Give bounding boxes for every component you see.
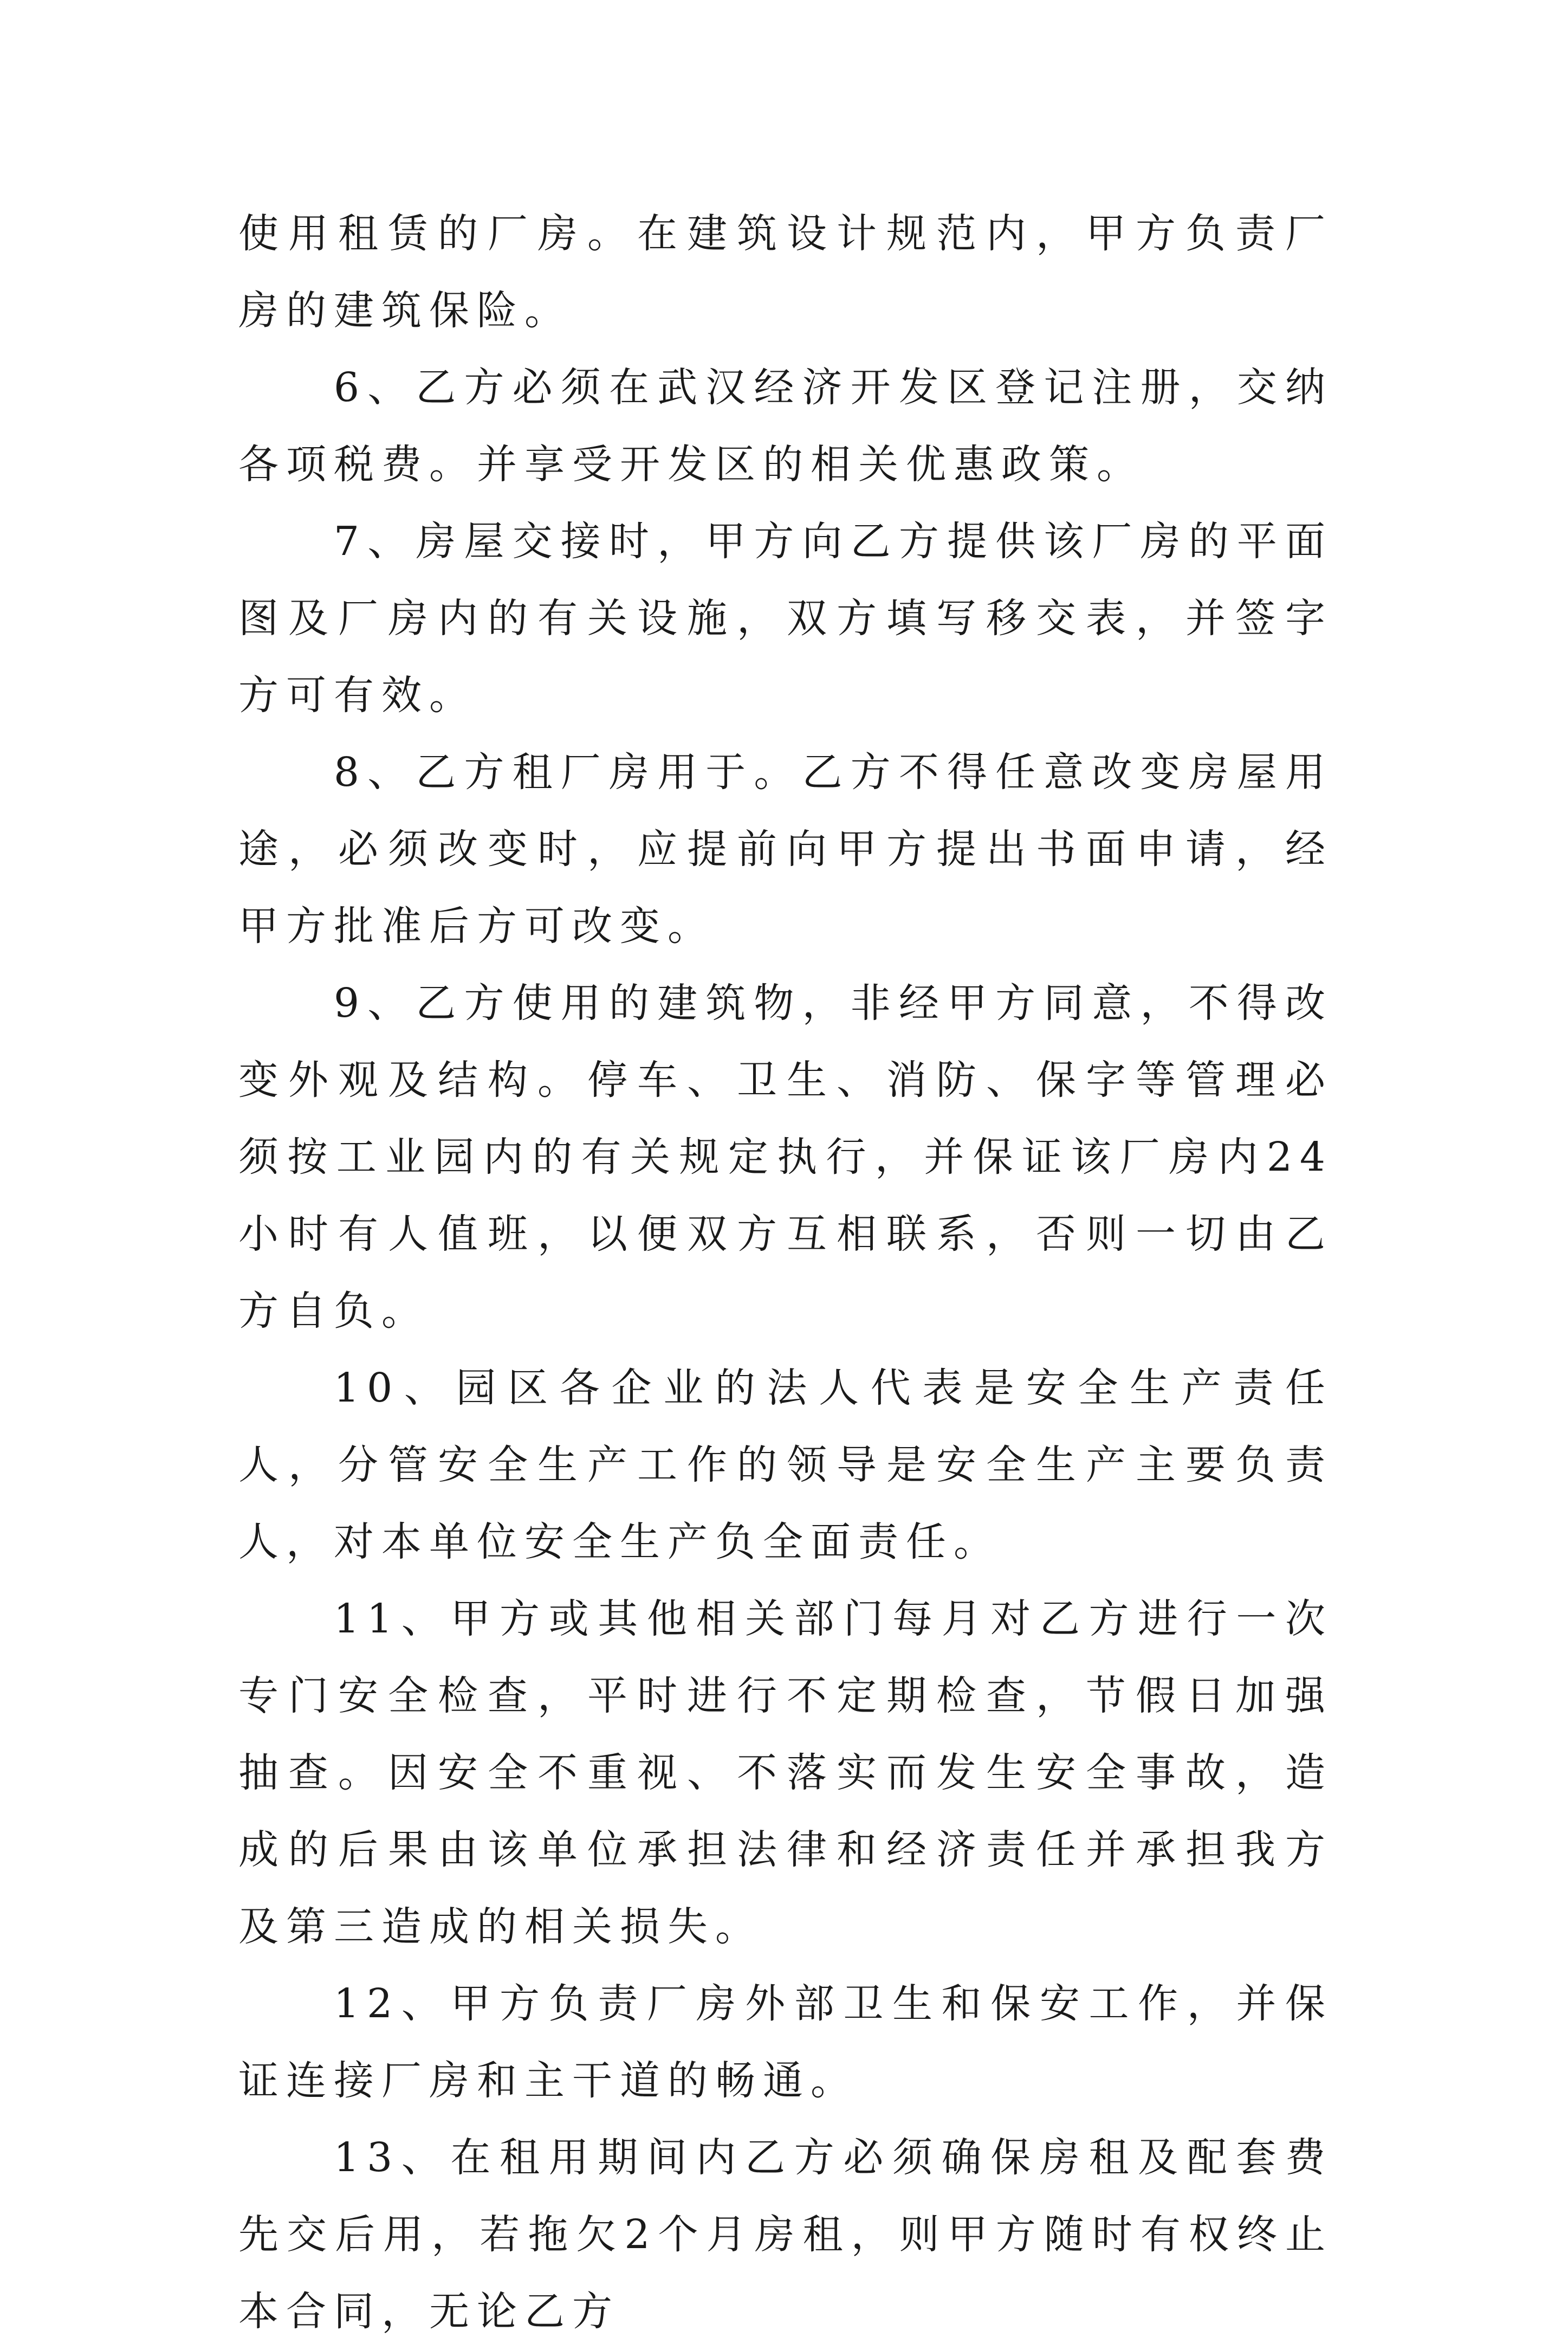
paragraph-continuation: 使用租赁的厂房。在建筑设计规范内，甲方负责厂房的建筑保险。 bbox=[238, 210, 1333, 334]
paragraph-clause-7: 7、房屋交接时，甲方向乙方提供该厂房的平面图及厂房内的有关设施，双方填写移交表，并签字方可有效。 bbox=[238, 518, 1333, 719]
document-body bbox=[238, 195, 1333, 2350]
paragraph-clause-12: 12、甲方负责厂房外部卫生和保安工作，并保证连接厂房和主干道的畅通。 bbox=[238, 1980, 1333, 2104]
paragraph-clause-10: 10、园区各企业的法人代表是安全生产责任人，分管安全生产工作的领导是安全生产主要负责人，对本单位安全生产负全面责任。 bbox=[238, 1365, 1333, 1565]
paragraph-clause-8: 8、乙方租厂房用于。乙方不得任意改变房屋用途，必须改变时，应提前向甲方提出书面申请，经甲方批准后方可改变。 bbox=[238, 749, 1333, 950]
paragraph-clause-9: 9、乙方使用的建筑物，非经甲方同意，不得改变外观及结构。停车、卫生、消防、保字等管理必须按工业园内的有关规定执行，并保证该厂房内24小时有人值班，以便双方互相联系，否则一切由乙方自负。 bbox=[238, 980, 1333, 1334]
paragraph-clause-13: 13、在租用期间内乙方必须确保房租及配套费先交后用，若拖欠2个月房租，则甲方随时有权终止本合同，无论乙方 bbox=[238, 2134, 1333, 2335]
paragraph-clause-11: 11、甲方或其他相关部门每月对乙方进行一次专门安全检查，平时进行不定期检查，节假日加强抽查。因安全不重视、不落实而发生安全事故，造成的后果由该单位承担法律和经济责任并承担我方及第三造成的相关损失。 bbox=[238, 1596, 1333, 1950]
paragraph-clause-6: 6、乙方必须在武汉经济开发区登记注册，交纳各项税费。并享受开发区的相关优惠政策。 bbox=[238, 364, 1333, 488]
